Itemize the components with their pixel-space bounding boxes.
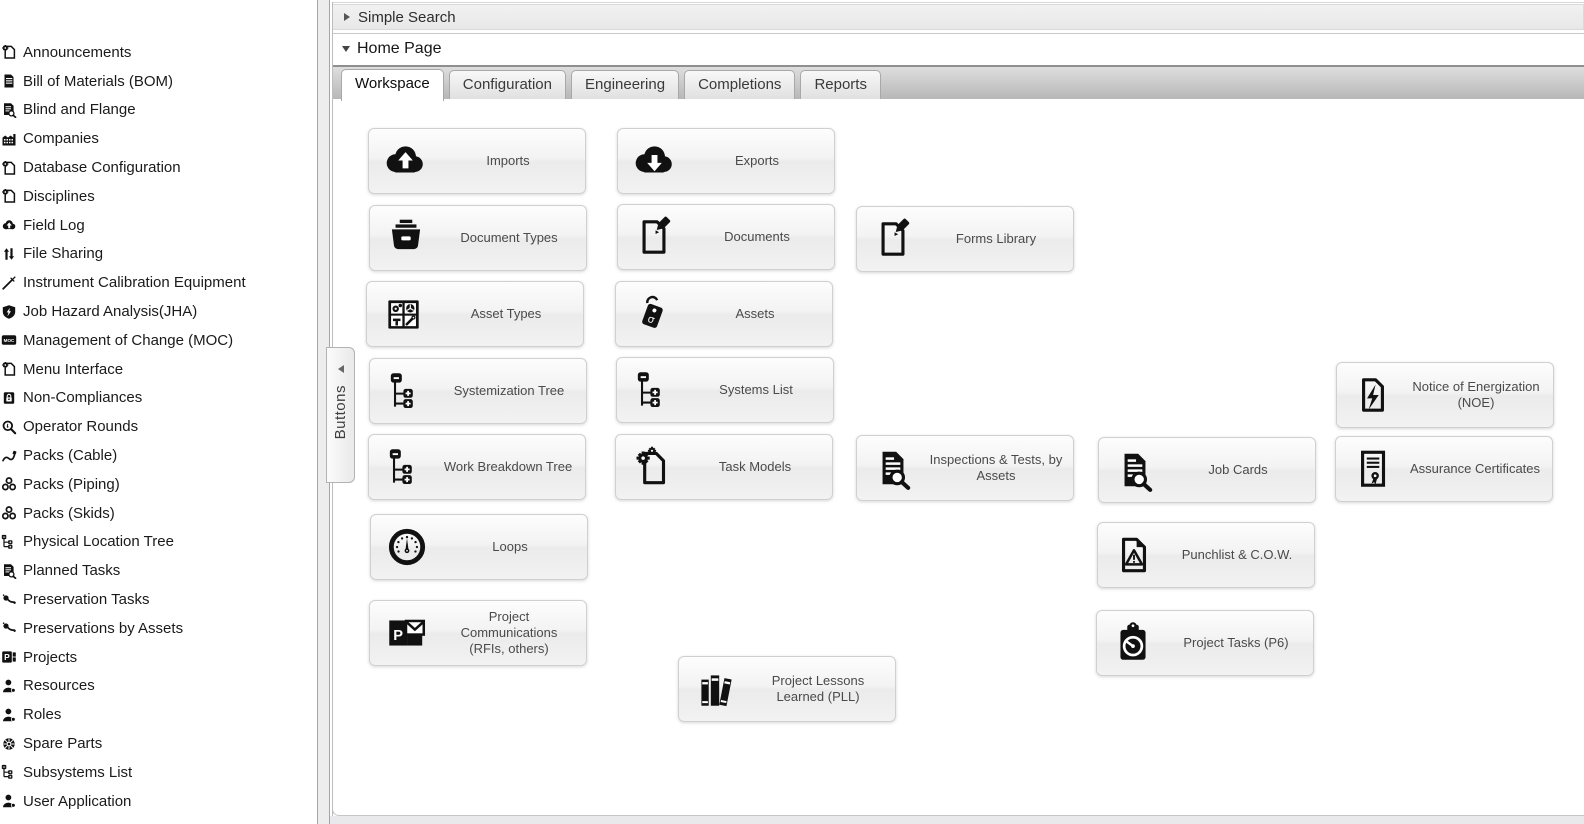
workspace-button-systems-list[interactable] (616, 357, 834, 423)
workspace-button-punchlist-cow[interactable] (1097, 522, 1315, 588)
doc-gear-icon (1, 361, 17, 377)
top-divider (332, 2, 1584, 3)
button-label: Work Breakdown Tree (443, 458, 573, 474)
main-area (330, 0, 1584, 824)
cloud-upload-icon (1, 217, 17, 233)
asset-grid-icon (367, 291, 439, 337)
sidebar-item-packs-cable[interactable] (0, 441, 317, 470)
sidebar-item-label: Operator Rounds (23, 418, 139, 436)
sidebar-item-label: Physical Location Tree (23, 533, 174, 551)
p-square-icon (1, 649, 17, 665)
simple-search-expander[interactable] (332, 4, 1584, 30)
tree-icon (1, 764, 17, 780)
cloud-download-icon (618, 138, 690, 184)
workspace-button-asset-types[interactable] (366, 281, 584, 347)
sidebar-item-label: Field Log (23, 216, 85, 234)
sidebar-item-planned-tasks[interactable] (0, 556, 317, 585)
sidebar-item-non-compliances[interactable] (0, 384, 317, 413)
sidebar-item-field-log[interactable] (0, 211, 317, 240)
sidebar-item-announcements[interactable] (0, 38, 317, 67)
sidebar-item-label: Subsystems List (23, 763, 133, 781)
sidebar-item-label: Resources (23, 677, 95, 695)
button-label: Task Models (718, 458, 792, 474)
button-label: Forms Library (955, 230, 1037, 246)
person-icon (1, 793, 17, 809)
workspace-button-notice-of-energization[interactable] (1336, 362, 1554, 428)
buttons-collapse-tab[interactable] (326, 347, 355, 483)
sidebar-item-label: Disciplines (23, 187, 95, 205)
button-label: Project Lessons Learned (PLL) (771, 672, 865, 704)
sidebar-item-spare-parts[interactable] (0, 729, 317, 758)
button-label: Project Tasks (P6) (1183, 634, 1289, 650)
sidebar-item-preservation-tasks[interactable] (0, 585, 317, 614)
doc-bolt-icon (1337, 372, 1409, 418)
button-label: Systemization Tree (453, 382, 565, 398)
bottom-strip (330, 816, 1584, 824)
doc-gear-icon (1, 160, 17, 176)
sidebar-item-label: Companies (23, 130, 99, 148)
workspace-button-assurance-certificates[interactable] (1335, 436, 1553, 502)
workspace-button-imports[interactable] (368, 128, 586, 194)
lock-badge-icon (1, 390, 17, 406)
sidebar-item-blind-and-flange[interactable] (0, 96, 317, 125)
cable-icon (1, 448, 17, 464)
tab-strip (332, 65, 1584, 99)
sidebar-item-packs-piping[interactable] (0, 470, 317, 499)
document-lines-icon (1, 73, 17, 89)
tab-engineering[interactable]: Engineering (571, 70, 679, 99)
shield-bolt-icon (1, 304, 17, 320)
cloud-upload-icon (369, 138, 441, 184)
sidebar-item-label: Menu Interface (23, 360, 124, 378)
button-label: Notice of Energization (NOE) (1412, 378, 1540, 410)
sidebar-item-disciplines[interactable] (0, 182, 317, 211)
doc-gear-icon (1, 44, 17, 60)
doc-gears-icon (616, 444, 688, 490)
workspace-button-project-communications[interactable] (369, 600, 587, 666)
sidebar-item-roles[interactable] (0, 700, 317, 729)
button-label: Asset Types (470, 305, 542, 321)
certificate-icon (1336, 446, 1408, 492)
doc-magnifier-icon (1099, 447, 1171, 493)
sidebar-item-label: File Sharing (23, 245, 104, 263)
doc-pencil-icon (618, 214, 690, 260)
magnifier-gauge-icon (1, 419, 17, 435)
preservation-icon (1, 620, 17, 636)
workspace-button-loops[interactable] (370, 514, 588, 580)
button-label: Systems List (719, 381, 793, 397)
tab-reports[interactable]: Reports (800, 70, 881, 99)
doc-magnifier-icon (857, 445, 929, 491)
button-label: Assurance Certificates (1409, 460, 1541, 476)
sidebar-item-user-application[interactable] (0, 787, 317, 816)
workspace-button-exports[interactable] (617, 128, 835, 194)
sidebar-menu (0, 0, 317, 824)
sidebar-item-label: Roles (23, 706, 62, 724)
workspace-button-inspections-tests[interactable] (856, 435, 1074, 501)
doc-gear-icon (1, 188, 17, 204)
file-drawer-icon (370, 215, 442, 261)
button-label: Loops (492, 538, 528, 554)
calibration-tool-icon (1, 275, 17, 291)
buttons-tab-label: Buttons (332, 385, 349, 440)
sidebar-item-management-of-change[interactable] (0, 326, 317, 355)
workspace-button-forms-library[interactable] (856, 206, 1074, 272)
collapse-left-arrow-icon (338, 365, 344, 373)
home-page-title: Home Page (357, 40, 442, 57)
sidebar-item-label: Announcements (23, 43, 132, 61)
sidebar-item-subsystems-list[interactable] (0, 758, 317, 787)
document-search-icon (1, 102, 17, 118)
workspace-button-systemization-tree[interactable] (369, 358, 587, 424)
workspace-button-documents[interactable] (617, 204, 835, 270)
simple-search-title: Simple Search (358, 8, 456, 26)
button-label: Document Types (460, 229, 558, 245)
sidebar-item-label: Preservations by Assets (23, 619, 184, 637)
sidebar-item-label: Packs (Cable) (23, 447, 118, 465)
sidebar-item-label: Preservation Tasks (23, 591, 150, 609)
tab-completions[interactable]: Completions (684, 70, 795, 99)
button-label: Inspections & Tests, by Assets (929, 451, 1063, 483)
sidebar-item-label: Database Configuration (23, 159, 181, 177)
button-label: Imports (486, 152, 530, 168)
workspace-button-work-breakdown-tree[interactable] (368, 434, 586, 500)
sidebar-item-label: Job Hazard Analysis(JHA) (23, 303, 198, 321)
sidebar-item-label: Blind and Flange (23, 101, 136, 119)
workspace-button-assets[interactable] (615, 281, 833, 347)
sidebar-item-label: Packs (Skids) (23, 504, 115, 522)
sidebar-item-database-configuration[interactable] (0, 153, 317, 182)
sidebar-item-label: Instrument Calibration Equipment (23, 274, 246, 292)
asset-tag-icon (616, 291, 688, 337)
preservation-icon (1, 592, 17, 608)
p-envelope-icon (370, 610, 442, 656)
sidebar-item-menu-interface[interactable] (0, 355, 317, 384)
books-icon (679, 666, 751, 712)
sidebar-item-label: Projects (23, 648, 78, 666)
person-icon (1, 707, 17, 723)
arrows-up-down-icon (1, 246, 17, 262)
sidebar-item-physical-location-tree[interactable] (0, 528, 317, 557)
three-circles-icon (1, 505, 17, 521)
sidebar-item-label: Planned Tasks (23, 562, 121, 580)
workspace-panel (332, 99, 1584, 816)
three-circles-icon (1, 476, 17, 492)
tree-icon (369, 444, 441, 490)
button-label: Job Cards (1208, 461, 1268, 477)
home-page-expander[interactable] (332, 33, 1584, 64)
factory-icon (1, 131, 17, 147)
sidebar-item-instrument-calibration[interactable] (0, 268, 317, 297)
document-search-icon (1, 563, 17, 579)
workspace-button-project-tasks-p6[interactable] (1096, 610, 1314, 676)
wheel-icon (1, 736, 17, 752)
sidebar-item-companies[interactable] (0, 124, 317, 153)
doc-warning-icon (1098, 532, 1170, 578)
workspace-button-document-types[interactable] (369, 205, 587, 271)
button-label: Assets (735, 305, 775, 321)
expanded-arrow-icon (342, 46, 350, 52)
tree-icon (1, 534, 17, 550)
workspace-button-project-lessons-learned[interactable] (678, 656, 896, 722)
sidebar-item-label: User Application (23, 792, 132, 810)
tree-icon (617, 367, 689, 413)
sidebar-item-label: Non-Compliances (23, 389, 143, 407)
sidebar-item-label: Packs (Piping) (23, 475, 120, 493)
sidebar-item-bill-of-materials[interactable] (0, 67, 317, 96)
clipboard-gauge-icon (1097, 620, 1169, 666)
tree-icon (370, 368, 442, 414)
sidebar-item-packs-skids[interactable] (0, 499, 317, 528)
sidebar-item-label: Spare Parts (23, 735, 103, 753)
collapsed-arrow-icon (344, 13, 350, 21)
tab-workspace[interactable]: Workspace (341, 69, 444, 101)
sidebar-item-file-sharing[interactable] (0, 240, 317, 269)
sidebar-item-projects[interactable] (0, 643, 317, 672)
sidebar-item-preservations-by-assets[interactable] (0, 614, 317, 643)
moc-badge-icon (1, 332, 17, 348)
workspace-button-job-cards[interactable] (1098, 437, 1316, 503)
sidebar-item-job-hazard-analysis[interactable] (0, 297, 317, 326)
tab-configuration[interactable]: Configuration (449, 70, 566, 99)
gauge-icon (371, 524, 443, 570)
sidebar-item-label: Management of Change (MOC) (23, 331, 234, 349)
sidebar-item-operator-rounds[interactable] (0, 412, 317, 441)
doc-pencil-icon (857, 216, 929, 262)
button-label: Project Communications (RFIs, others) (460, 608, 558, 657)
button-label: Exports (734, 152, 780, 168)
workspace-button-task-models[interactable] (615, 434, 833, 500)
sidebar-item-resources[interactable] (0, 672, 317, 701)
person-icon (1, 678, 17, 694)
sidebar-item-label: Bill of Materials (BOM) (23, 72, 174, 90)
button-label: Punchlist & C.O.W. (1181, 546, 1293, 562)
button-label: Documents (724, 228, 790, 244)
